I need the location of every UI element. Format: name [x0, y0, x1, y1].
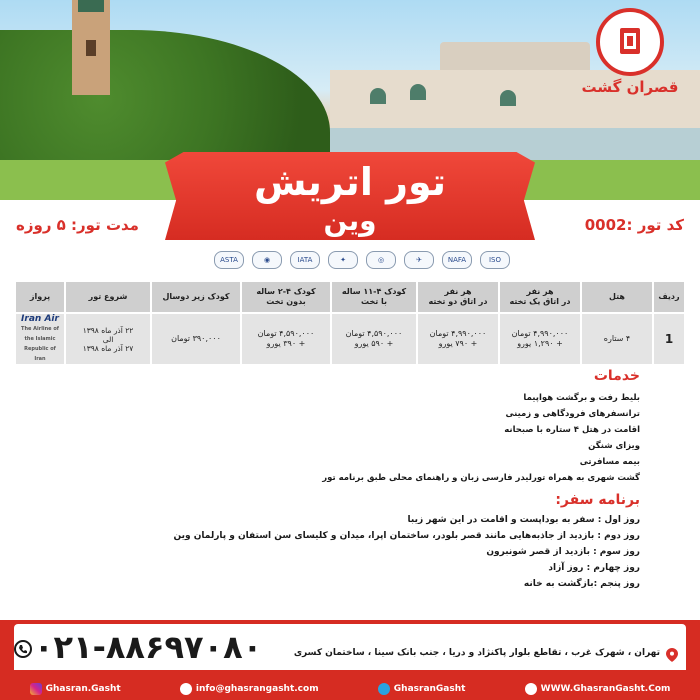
telegram-icon: [378, 683, 390, 695]
cell-infant-price: ۳۹۰,۰۰۰ تومان: [151, 313, 241, 365]
cell-row-num: 1: [653, 313, 685, 365]
badge-asta-icon: ASTA: [214, 251, 244, 269]
cell-child-bed-price: ۴,۵۹۰,۰۰۰ تومان + ۵۹۰ یورو: [331, 313, 417, 365]
tour-city: وین: [323, 204, 377, 237]
website-url: WWW.GhasranGasht.Com: [540, 684, 671, 694]
church-dome: [370, 88, 386, 104]
globe-icon: [525, 683, 537, 695]
col-header-row-num: ردیف: [653, 281, 685, 313]
badge-iata-icon: IATA: [290, 251, 320, 269]
list-item: بلیط رفت و برگشت هواپیما: [523, 393, 640, 403]
badge-globe-icon: ◉: [252, 251, 282, 269]
tour-duration: مدت تور: ۵ روزه: [16, 216, 139, 234]
badge-wings-icon: ✈: [404, 251, 434, 269]
col-header-single: هر نفر در اتاق یک تخته: [499, 281, 581, 313]
list-item: روز پنجم :بازگشت به خانه: [523, 579, 640, 589]
col-header-child-bed: کودک ۴-۱۱ ساله با تخت: [331, 281, 417, 313]
list-item: اقامت در هتل ۴ ستاره با صبحانه: [504, 425, 640, 435]
location-pin-icon: [666, 648, 678, 662]
phone-number[interactable]: ۰۲۱-۸۸۶۹۷۰۸۰: [34, 628, 263, 666]
email-link[interactable]: [180, 683, 319, 695]
col-header-start: شروع تور: [65, 281, 151, 313]
itinerary-list: [174, 512, 640, 592]
list-item: ترانسفرهای فرودگاهی و زمینی: [505, 409, 640, 419]
badge-nafa-icon: NAFA: [442, 251, 472, 269]
cell-single-price: ۴,۹۹۰,۰۰۰ تومان + ۱,۲۹۰ یورو: [499, 313, 581, 365]
col-header-double: هر نفر در اتاق دو تخته: [417, 281, 499, 313]
cell-double-price: ۴,۹۹۰,۰۰۰ تومان + ۷۹۰ یورو: [417, 313, 499, 365]
services-title: خدمات: [593, 368, 640, 384]
phone-icon: [14, 640, 32, 658]
tower-window: [86, 40, 96, 56]
email-icon: [180, 683, 192, 695]
brand-name: قصران گشت: [581, 78, 679, 96]
list-item: روز سوم : بازدید از قصر شونبرون: [486, 547, 640, 557]
hilltop-castle: [440, 42, 590, 70]
list-item: گشت شهری به همراه تورلیدر فارسی زبان و راهنمای محلی طبق برنامه تور: [322, 473, 640, 483]
instagram-icon: [30, 683, 42, 695]
tower-roof: [78, 0, 104, 12]
certification-badges: [220, 250, 510, 270]
list-item: بیمه مسافرتی: [579, 457, 640, 467]
social-links: [0, 678, 700, 700]
price-table: [14, 280, 686, 366]
airline-tagline: The Airline of the Islamic Republic of Iran: [21, 326, 59, 362]
badge-emblem-icon: ◎: [366, 251, 396, 269]
table-header-row: [15, 281, 685, 313]
instagram-handle: Ghasran.Gasht: [45, 684, 121, 694]
col-header-child-nobed: کودک ۴-۲ ساله بدون تخت: [241, 281, 331, 313]
instagram-link[interactable]: [30, 683, 121, 695]
church-dome: [500, 90, 516, 106]
tour-title: تور اتریش: [253, 160, 447, 204]
list-item: روز اول : سفر به بوداپست و اقامت در این شهر زیبا: [407, 515, 640, 525]
list-item: ویزای شنگن: [588, 441, 640, 451]
telegram-link[interactable]: [378, 683, 466, 695]
airline-logo: [18, 314, 62, 364]
airline-name: Iran Air: [21, 314, 59, 324]
telegram-handle: GhasranGasht: [393, 684, 466, 694]
list-item: روز چهارم : روز آزاد: [548, 563, 640, 573]
table-row: [15, 313, 685, 365]
services-list: [322, 390, 640, 486]
badge-iso-icon: ISO: [480, 251, 510, 269]
tour-code: کد تور :0002: [584, 216, 684, 234]
list-item: روز دوم : بازدید از جاذبه‌هایی مانند قصر بلودر، ساختمان اپرا، میدان و کلیسای سن استفان و پارلمان وین: [173, 531, 640, 541]
itinerary-title: برنامه سفر:: [555, 492, 640, 508]
address-text: تهران ، شهرک غرب ، تقاطع بلوار پاکنژاد و دریا ، جنب بانک سینا ، ساختمان کسری: [293, 648, 660, 658]
badge-calligraphy-icon: ✦: [328, 251, 358, 269]
col-header-infant: کودک زیر دوسال: [151, 281, 241, 313]
col-header-flight: پرواز: [15, 281, 65, 313]
col-header-hotel: هتل: [581, 281, 653, 313]
cell-child-nobed-price: ۴,۵۹۰,۰۰۰ تومان + ۳۹۰ یورو: [241, 313, 331, 365]
clock-tower: [72, 0, 110, 95]
title-banner: [165, 152, 535, 240]
website-link[interactable]: [525, 683, 671, 695]
email-address: info@ghasrangasht.com: [195, 684, 319, 694]
cell-flight: [15, 313, 65, 365]
church-dome: [410, 84, 426, 100]
cell-start-date: ۲۲ آذر ماه ۱۳۹۸ الی ۲۷ آذر ماه ۱۳۹۸: [65, 313, 151, 365]
logo-mark-icon: [596, 8, 664, 76]
brand-logo: [575, 8, 685, 96]
cell-hotel: ۴ ستاره: [581, 313, 653, 365]
